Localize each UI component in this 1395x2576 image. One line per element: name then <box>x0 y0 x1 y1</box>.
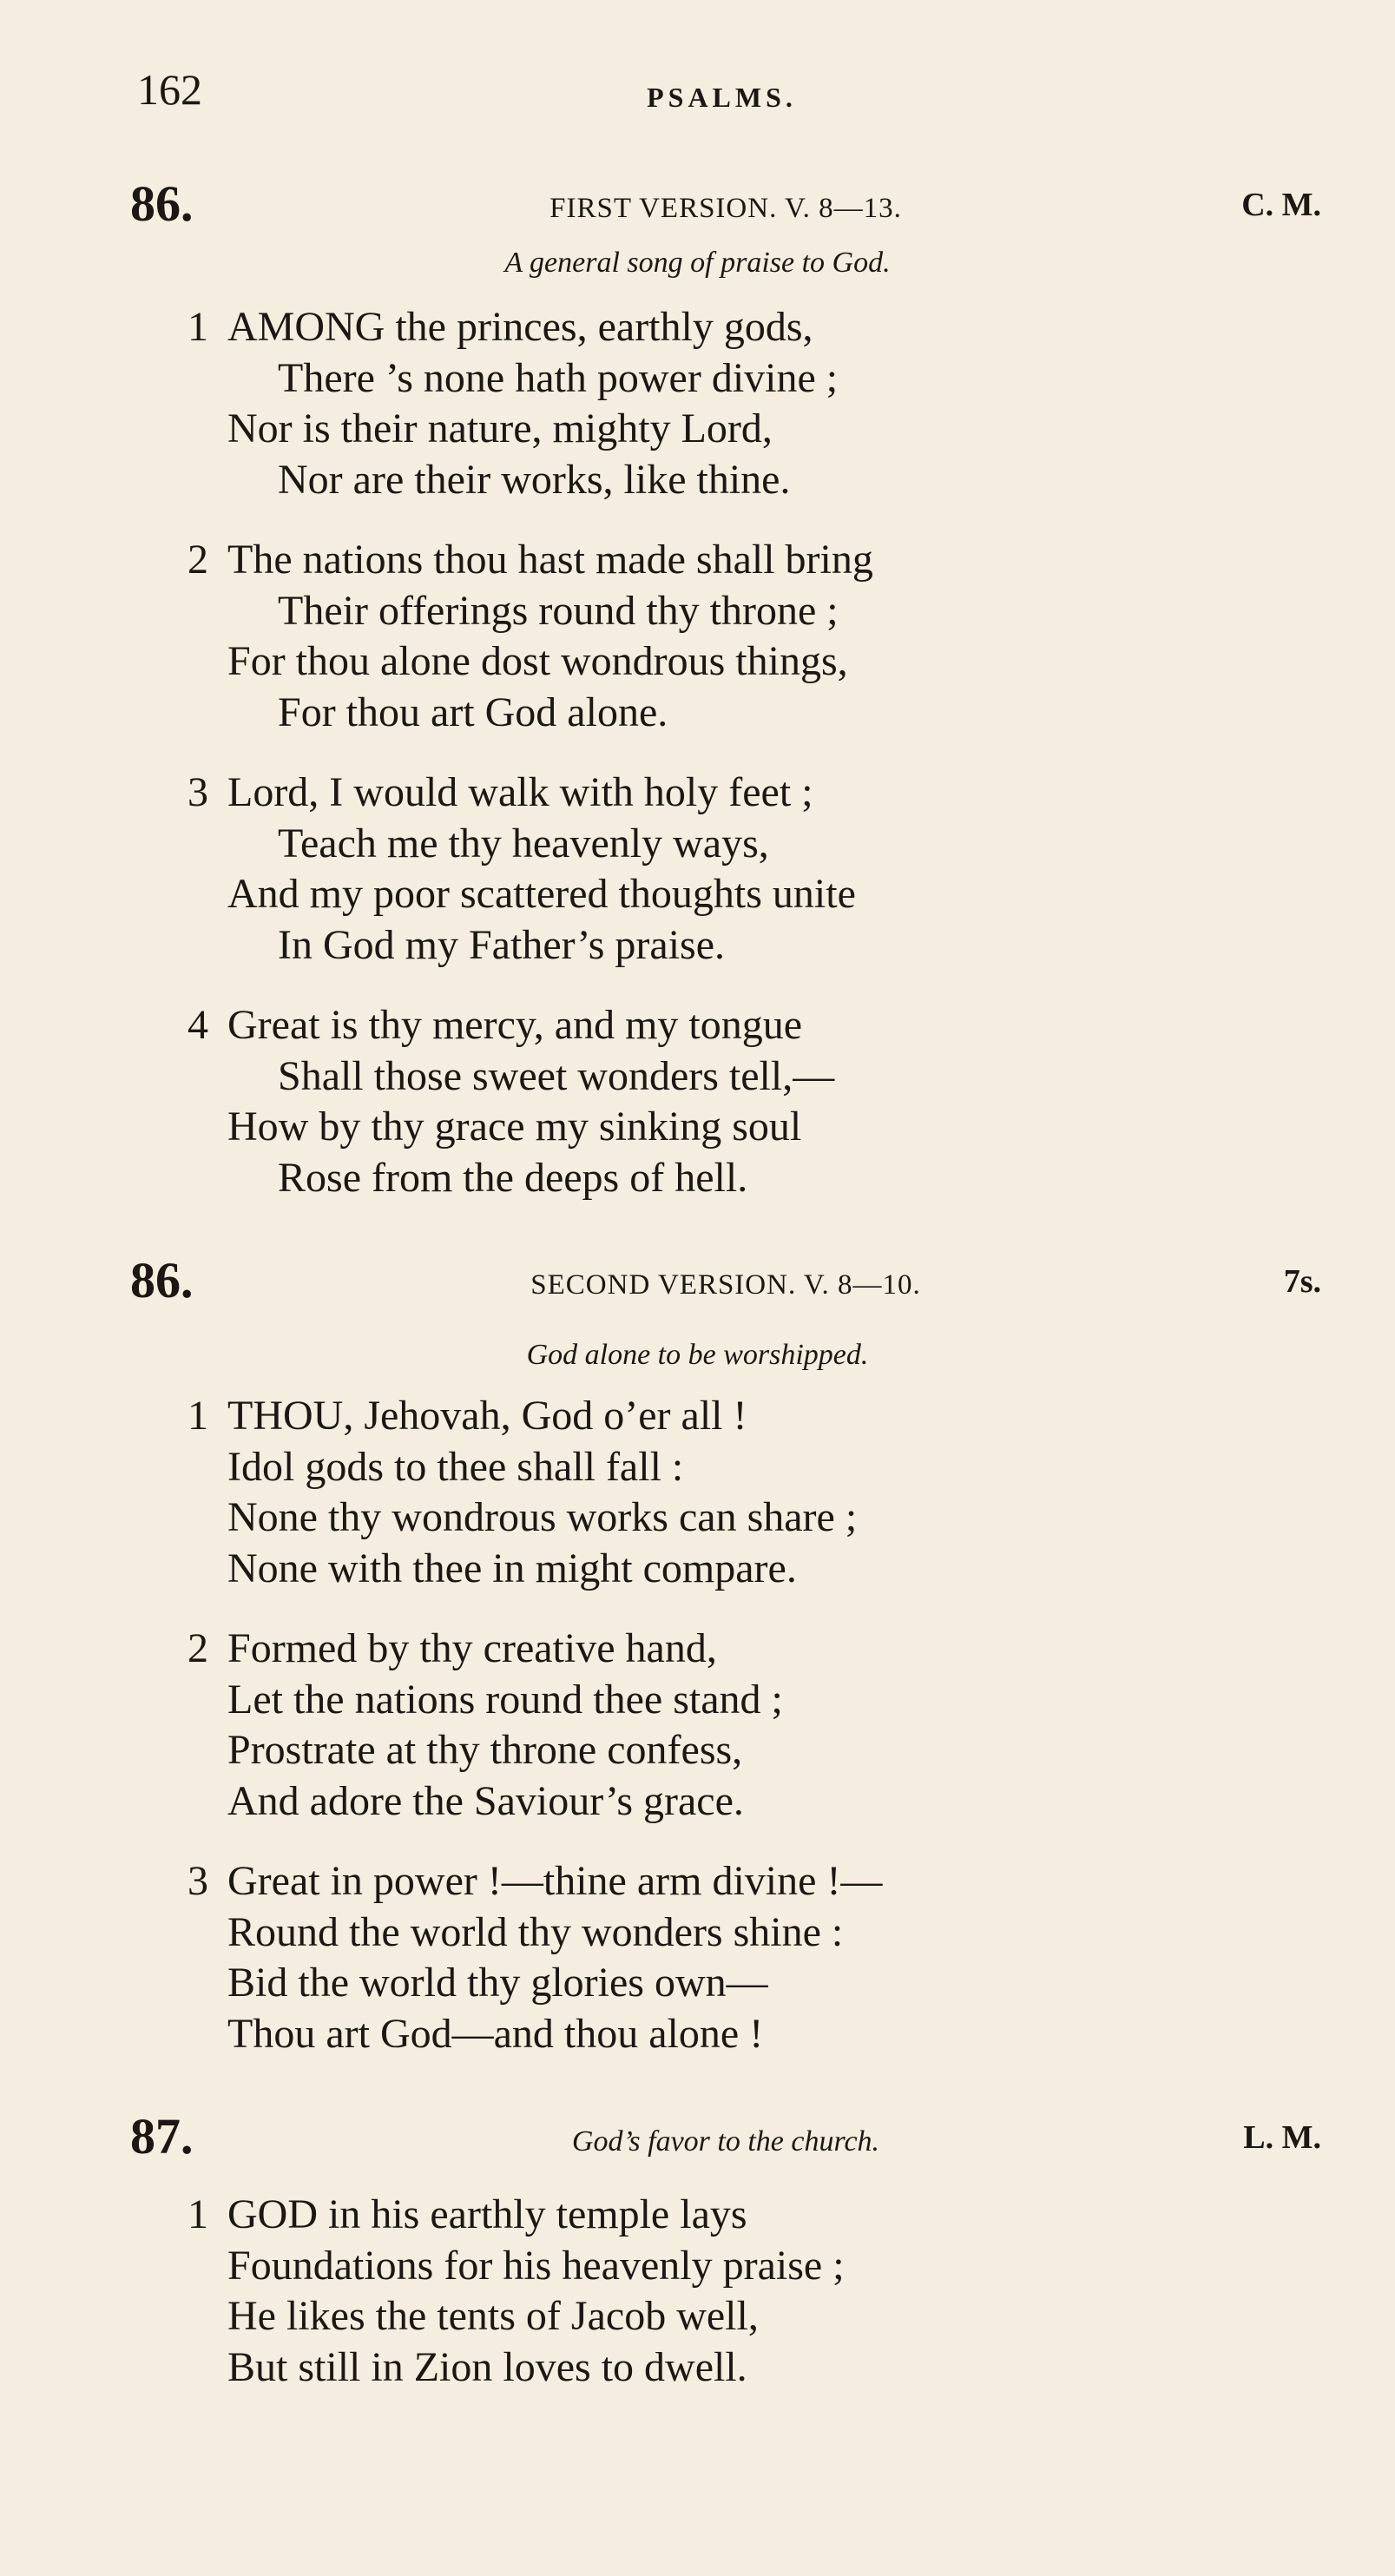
hymn-version: FIRST VERSION. V. 8—13. <box>549 193 902 224</box>
verse-line: THOU, Jehovah, God o’er all ! <box>227 1393 747 1439</box>
verse-line: There ’s none hath power divine ; <box>278 354 839 401</box>
stanza <box>188 1856 883 2059</box>
hymn-meter: L. M. <box>1243 2119 1321 2156</box>
verse-line: And adore the Saviour’s grace. <box>227 1777 744 1824</box>
verse-line: Thou art God—and thou alone ! <box>227 2010 764 2057</box>
verse-line: In God my Father’s praise. <box>278 921 726 968</box>
verse-line: Prostrate at thy throne confess, <box>227 1727 743 1773</box>
verse-line: None with thee in might compare. <box>227 1545 797 1591</box>
verse-line: Bid the world thy glories own— <box>227 1960 768 2006</box>
running-title: PSALMS. <box>647 82 797 113</box>
verse-line: He likes the tents of Jacob well, <box>227 2293 759 2339</box>
verse-line: Rose from the deeps of hell. <box>278 1154 748 1201</box>
verse-line: Idol gods to thee shall fall : <box>227 1443 684 1490</box>
page-number: 162 <box>137 65 202 114</box>
stanza-number: 3 <box>188 1858 208 1904</box>
hymn-number: 86. <box>130 1252 194 1308</box>
verse-line: How by thy grace my sinking soul <box>227 1104 802 1150</box>
stanza-number: 1 <box>188 304 208 350</box>
hymn-subtitle: God alone to be worshipped. <box>526 1339 869 1371</box>
verse-line: And my poor scattered thoughts unite <box>227 871 856 917</box>
stanza <box>188 1624 783 1827</box>
hymn-meter: 7s. <box>1283 1263 1321 1300</box>
stanza <box>188 1391 858 1594</box>
verse-line: Great is thy mercy, and my tongue <box>227 1002 803 1048</box>
verse-line: Their offerings round thy throne ; <box>278 587 839 634</box>
verse-line: Nor is their nature, mighty Lord, <box>227 405 773 451</box>
verse-line: Let the nations round thee stand ; <box>227 1676 783 1723</box>
hymn-meter: C. M. <box>1241 187 1321 223</box>
stanza-number: 2 <box>188 1625 208 1671</box>
hymn-header <box>130 2108 1321 2164</box>
verse-line: The nations thou hast made shall bring <box>227 537 873 583</box>
verse-line: Nor are their works, like thine. <box>278 456 791 503</box>
hymn-header <box>130 175 1321 232</box>
stanza-number: 2 <box>188 537 208 583</box>
hymn-subtitle: A general song of praise to God. <box>504 247 891 279</box>
verse-line: GOD in his earthly temple lays <box>227 2191 747 2237</box>
stanza-number: 1 <box>188 1393 208 1439</box>
hymn-subtitle: God’s favor to the church. <box>571 2125 880 2158</box>
hymn-version: SECOND VERSION. V. 8—10. <box>530 1269 921 1301</box>
hymn-number: 87. <box>130 2108 194 2164</box>
stanza <box>188 768 856 971</box>
verse-line: Formed by thy creative hand, <box>227 1625 717 1671</box>
hymn-number: 86. <box>130 175 194 232</box>
hymn-header <box>130 1252 1321 1308</box>
stanza <box>188 535 873 738</box>
verse-line: Shall those sweet wonders tell,— <box>278 1052 835 1099</box>
stanza-number: 1 <box>188 2191 208 2237</box>
verse-line: For thou alone dost wondrous things, <box>227 638 848 684</box>
verse-line: AMONG the princes, earthly gods, <box>227 304 813 350</box>
verse-line: But still in Zion loves to dwell. <box>227 2343 747 2390</box>
verse-line: For thou art God alone. <box>278 688 668 735</box>
stanza <box>188 302 839 505</box>
verse-line: Lord, I would walk with holy feet ; <box>227 769 813 815</box>
stanza-number: 3 <box>188 769 208 815</box>
verse-line: None thy wondrous works can share ; <box>227 1494 858 1540</box>
stanza-number: 4 <box>188 1002 208 1048</box>
verse-line: Round the world thy wonders shine : <box>227 1908 844 1955</box>
verse-line: Teach me thy heavenly ways, <box>278 820 769 866</box>
verse-line: Foundations for his heavenly praise ; <box>227 2242 845 2289</box>
verse-line: Great in power !—thine arm divine !— <box>227 1858 883 1904</box>
stanza <box>188 2190 845 2393</box>
stanza <box>188 1000 835 1203</box>
